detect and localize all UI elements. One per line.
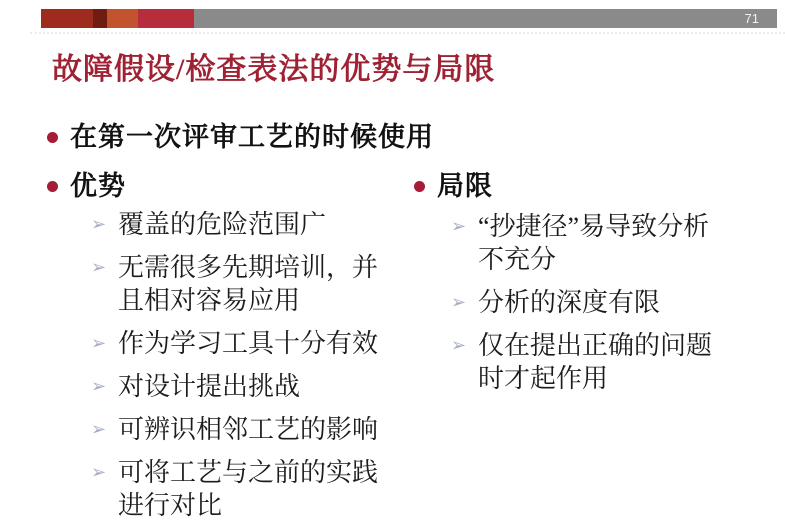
advantages-heading-row [47, 169, 126, 203]
bullet-dot-icon [47, 132, 58, 143]
list-item-text: 仅在提出正确的问题时才起作用 [478, 331, 713, 393]
list-item [91, 251, 403, 317]
slide-title: 故障假设/检查表法的优势与局限 [52, 53, 496, 86]
dotted-divider [30, 32, 785, 34]
bar-segment-orange [107, 9, 138, 28]
list-item [451, 329, 741, 395]
list-item-text: 对设计提出挑战 [118, 372, 301, 401]
list-item [91, 456, 403, 522]
intro-bullet-text: 在第一次评审工艺的时候使用 [70, 122, 434, 152]
arrow-bullet-icon: ➢ [451, 292, 467, 313]
limitations-list [451, 210, 741, 405]
slide-header-bar [41, 9, 777, 28]
limitations-heading-row [414, 169, 493, 203]
bullet-dot-icon [47, 181, 58, 192]
bar-segment-maroon [93, 9, 107, 28]
list-item [91, 327, 403, 360]
arrow-bullet-icon: ➢ [91, 333, 107, 354]
arrow-bullet-icon: ➢ [91, 462, 107, 483]
bar-segment-dark-red [41, 9, 93, 28]
list-item-text: 分析的深度有限 [478, 288, 661, 317]
arrow-bullet-icon: ➢ [91, 214, 107, 235]
intro-bullet-row [47, 120, 434, 154]
page-number: 71 [744, 11, 759, 26]
list-item [451, 210, 741, 276]
bullet-dot-icon [414, 181, 425, 192]
list-item [451, 286, 741, 319]
arrow-bullet-icon: ➢ [451, 216, 467, 237]
list-item-text: 可辨识相邻工艺的影响 [118, 415, 379, 444]
advantages-heading: 优势 [70, 171, 126, 201]
limitations-heading: 局限 [437, 171, 493, 201]
arrow-bullet-icon: ➢ [91, 419, 107, 440]
list-item-text: “抄捷径”易导致分析不充分 [478, 212, 710, 274]
advantages-list [91, 208, 403, 522]
list-item-text: 覆盖的危险范围广 [118, 210, 327, 239]
list-item [91, 413, 403, 446]
arrow-bullet-icon: ➢ [451, 335, 467, 356]
list-item [91, 208, 403, 241]
arrow-bullet-icon: ➢ [91, 257, 107, 278]
list-item-text: 可将工艺与之前的实践进行对比 [118, 458, 379, 520]
list-item [91, 370, 403, 403]
arrow-bullet-icon: ➢ [91, 376, 107, 397]
list-item-text: 作为学习工具十分有效 [118, 329, 379, 358]
bar-segment-crimson [138, 9, 194, 28]
bar-segment-gray [194, 9, 777, 28]
list-item-text: 无需很多先期培训，并且相对容易应用 [118, 253, 379, 315]
